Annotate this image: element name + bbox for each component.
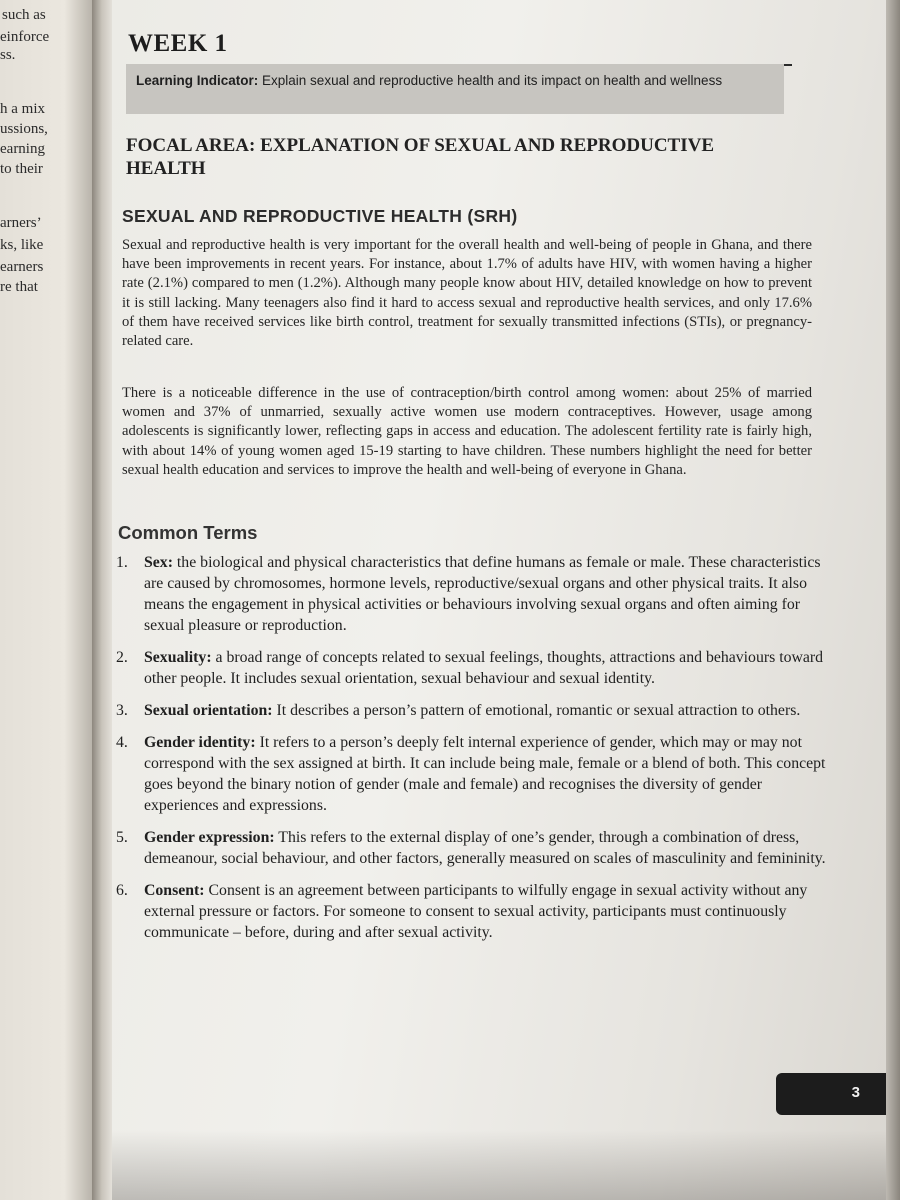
left-page-edge bbox=[0, 0, 92, 1200]
terms-list bbox=[116, 552, 826, 954]
indicator-label: Learning Indicator: bbox=[136, 73, 259, 88]
list-item bbox=[116, 880, 826, 943]
page-shadow bbox=[112, 1130, 900, 1200]
left-page-text: einforce bbox=[0, 29, 50, 45]
left-page-text: earning bbox=[0, 141, 45, 157]
left-page-text: h a mix bbox=[0, 101, 45, 117]
item-number: 2. bbox=[116, 649, 128, 666]
item-number: 5. bbox=[116, 829, 128, 846]
paragraph: There is a noticeable difference in the use of contraception/birth control among women: about 25% of married women and 37% of unmarried, sexually active women use modern contraceptives. However, usage among adolescents is significantly lower, reflecting gaps in access and education. The adolescent fertility rate is fairly high, with about 14% of young women aged 15-19 starting to have children. These numbers highlight the need for better sexual health education and services to improve the health and well-being of everyone in Ghana. bbox=[122, 385, 812, 478]
paragraph: Sexual and reproductive health is very important for the overall health and well-being of people in Ghana, and there have been improvements in recent years. For instance, about 1.7% of adults have HIV, with women having a higher rate (2.1%) compared to men (1.2%). Although many people know about HIV, detailed knowledge on how to prevent it is still lacking. Many teenagers also find it hard to access sexual and reproductive health services, and only 17.6% of them have received services like birth control, treatment for sexually transmitted infections (STIs), or pregnancy-related care. bbox=[122, 237, 812, 350]
term-name: Gender expression: bbox=[144, 829, 275, 846]
focal-area-heading: FOCAL AREA: EXPLANATION OF SEXUAL AND REPRODUCTIVE HEALTH bbox=[126, 135, 715, 179]
term-definition: It refers to a person’s deeply felt internal experience of gender, which may or may not correspond with the sex assigned at birth. It can include being male, female or a blend of both. This concept goes beyond the binary notion of gender (male and female) and recognises the diversity of gender experiences and expressions. bbox=[144, 734, 826, 814]
term-name: Sex: bbox=[144, 554, 173, 571]
term-name: Consent: bbox=[144, 882, 205, 899]
term-definition: a broad range of concepts related to sexual feelings, thoughts, attractions and behaviours toward other people. It includes sexual orientation, sexual behaviour and sexual identity. bbox=[144, 649, 824, 687]
left-page-text: arners’ bbox=[0, 215, 42, 231]
list-item bbox=[116, 732, 826, 816]
week-title: WEEK 1 bbox=[128, 30, 228, 57]
item-number: 1. bbox=[116, 554, 128, 571]
term-definition: Consent is an agreement between participants to wilfully engage in sexual activity without any external pressure or factors. For someone to consent to sexual activity, participants must continuously communicate – before, during and after sexual activity. bbox=[144, 882, 808, 941]
learning-indicator-box bbox=[126, 64, 784, 114]
week-header bbox=[122, 26, 782, 66]
page-number: 3 bbox=[851, 1084, 860, 1101]
left-page-text: ks, like bbox=[0, 237, 44, 253]
left-page-text: ussions, bbox=[0, 121, 48, 137]
term-definition: the biological and physical characteristics that define humans as female or male. These characteristics are caused by chromosomes, hormone levels, reproductive/sexual organs and other physical traits. It also means the engagement in physical activities or behaviours involving sexual organs and often aiming for sexual pleasure or reproduction. bbox=[144, 554, 821, 634]
section-heading: SEXUAL AND REPRODUCTIVE HEALTH (SRH) bbox=[122, 206, 518, 226]
common-terms-heading: Common Terms bbox=[118, 522, 258, 543]
list-item bbox=[116, 647, 826, 689]
left-page-text: earners bbox=[0, 259, 44, 275]
list-item bbox=[116, 700, 826, 721]
item-number: 4. bbox=[116, 734, 128, 751]
term-definition: This refers to the external display of one’s gender, through a combination of dress, demeanour, social behaviour, and other factors, generally measured on scales of masculinity and femininity. bbox=[144, 829, 826, 867]
list-item bbox=[116, 827, 826, 869]
list-item bbox=[116, 552, 826, 636]
left-page-text: re that bbox=[0, 279, 38, 295]
term-definition: It describes a person’s pattern of emotional, romantic or sexual attraction to others. bbox=[276, 702, 801, 719]
item-number: 3. bbox=[116, 702, 128, 719]
term-name: Sexual orientation: bbox=[144, 702, 273, 719]
page-number-tab bbox=[776, 1073, 900, 1115]
left-page-text: ss. bbox=[0, 47, 16, 63]
book-page bbox=[112, 0, 900, 1200]
item-number: 6. bbox=[116, 882, 128, 899]
indicator-text: Explain sexual and reproductive health and its impact on health and wellness bbox=[262, 73, 723, 88]
left-page-text: to their bbox=[0, 161, 43, 177]
left-page-text: such as bbox=[2, 7, 46, 23]
book-gutter bbox=[92, 0, 114, 1200]
term-name: Gender identity: bbox=[144, 734, 256, 751]
right-page-edge bbox=[886, 0, 900, 1200]
term-name: Sexuality: bbox=[144, 649, 212, 666]
